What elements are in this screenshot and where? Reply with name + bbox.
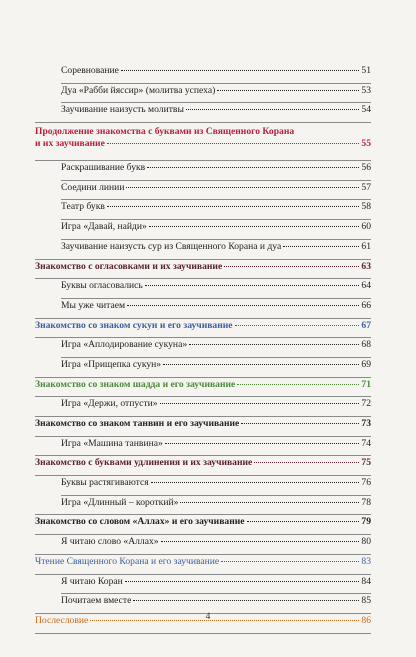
- toc-entry-page: 69: [361, 358, 371, 370]
- toc-entry-title: Игра «Машина танвина»: [61, 437, 163, 449]
- toc-entry[interactable]: [35, 594, 371, 613]
- toc-section-page: 71: [361, 378, 371, 390]
- toc-entry-page: 51: [361, 65, 371, 76]
- toc-section-page: 75: [361, 457, 371, 469]
- toc-section-page: 79: [361, 516, 371, 528]
- toc-entry-title: Мы уже читаем: [61, 299, 126, 311]
- toc-entry-title: Игра «Длинный – короткий»: [61, 496, 179, 508]
- toc-entry-title: Дуа «Рабби йяссир» (молитва успеха): [61, 84, 216, 96]
- dot-leader: [283, 246, 359, 247]
- toc-entry[interactable]: [35, 103, 371, 122]
- toc-section-entry[interactable]: [35, 319, 371, 338]
- toc-entry[interactable]: [35, 64, 371, 83]
- dot-leader: [161, 541, 360, 542]
- toc-entry-title: Игра «Держи, отпусти»: [61, 398, 158, 410]
- dot-leader: [125, 581, 360, 582]
- toc-entry[interactable]: [35, 200, 371, 219]
- toc-section-entry[interactable]: [35, 123, 371, 160]
- toc-entry-page: 66: [361, 299, 371, 311]
- toc-section-entry[interactable]: [35, 555, 371, 574]
- toc-section-entry[interactable]: [35, 260, 371, 279]
- toc-section-entry[interactable]: [35, 417, 371, 436]
- toc-section-entry[interactable]: [35, 456, 371, 475]
- toc-section-page: 73: [361, 418, 371, 429]
- dot-leader: [133, 600, 359, 601]
- dot-leader: [107, 143, 360, 144]
- toc-entry-page: 85: [361, 595, 371, 607]
- toc-entry-page: 56: [361, 162, 371, 174]
- dot-leader: [151, 482, 360, 483]
- toc-entry-title: Почитаем вместе: [61, 595, 132, 607]
- toc-entry[interactable]: [35, 161, 371, 180]
- toc-section-title: Знакомство со знаком шадда и его заучивание: [35, 378, 236, 390]
- toc-entry-page: 68: [361, 339, 371, 351]
- toc-section-title: Знакомство со словом «Аллах» и его заучивание: [35, 516, 245, 528]
- toc-section-title-line1: Продолжение знакомства с буквами из Священного Корана: [35, 126, 295, 138]
- dot-leader: [224, 266, 359, 267]
- toc-entry[interactable]: [35, 535, 371, 554]
- dot-leader: [189, 344, 359, 345]
- dot-leader: [221, 561, 359, 562]
- toc-entry[interactable]: [35, 397, 371, 416]
- toc-section-title: Знакомство со знаком сукун и его заучивание: [35, 319, 233, 331]
- toc-section-entry[interactable]: [35, 515, 371, 534]
- toc-entry[interactable]: [35, 575, 371, 594]
- dot-leader: [247, 521, 360, 522]
- toc-section-page: 86: [361, 614, 371, 626]
- toc-entry[interactable]: [35, 437, 371, 456]
- toc-section-title: Знакомство с огласовками и их заучивание: [35, 260, 223, 272]
- toc-entry-title: Игра «Аплодирование сукуна»: [61, 339, 188, 351]
- dot-leader: [217, 90, 359, 91]
- toc-entry-title: Буквы растягиваются: [61, 477, 149, 489]
- toc-entry-title: Я читаю Коран: [61, 575, 123, 587]
- dot-leader: [254, 462, 359, 463]
- toc-entry-title: Раскрашивание букв: [61, 162, 146, 174]
- toc-entry-page: 53: [361, 84, 371, 96]
- toc-entry-page: 84: [361, 575, 371, 587]
- toc-entry-page: 78: [361, 496, 371, 508]
- toc-entry-page: 64: [361, 280, 371, 292]
- toc-section-title: Послесловие: [35, 614, 89, 626]
- toc-entry-page: 54: [361, 104, 371, 116]
- toc-entry-page: 74: [361, 437, 371, 449]
- dot-leader: [107, 206, 360, 207]
- dot-leader: [145, 285, 360, 286]
- dot-leader: [186, 109, 360, 110]
- toc-entry-page: 58: [361, 201, 371, 213]
- dot-leader: [235, 325, 360, 326]
- page-number: 4: [205, 612, 211, 622]
- toc-entry-page: 72: [361, 398, 371, 410]
- toc-entry-page: 57: [361, 181, 371, 193]
- dot-leader: [126, 187, 359, 188]
- toc-entry-title: Игра «Давай, найди»: [61, 221, 147, 233]
- toc-section-page: 83: [361, 555, 371, 567]
- toc-section-entry[interactable]: [35, 378, 371, 397]
- toc-section-page: 67: [361, 319, 371, 331]
- toc-section-title: Чтение Священного Корана и его заучивание: [35, 555, 220, 567]
- toc-entry-title: Театр букв: [61, 201, 105, 213]
- toc-section-title-line2: и их заучивание: [35, 138, 105, 150]
- toc-entry[interactable]: [35, 496, 371, 515]
- toc-entry[interactable]: [35, 220, 371, 239]
- toc-section-title: Знакомство со знаком танвин и его заучивание: [35, 418, 240, 429]
- toc-entry[interactable]: [35, 358, 371, 377]
- toc-entry[interactable]: [35, 84, 371, 103]
- section-divider: [35, 633, 371, 634]
- table-of-contents: [35, 64, 371, 634]
- toc-entry-title: Заучивание наизусть молитвы: [61, 104, 184, 116]
- toc-entry-page: 80: [361, 536, 371, 548]
- toc-entry-title: Игра «Прищепка сукун»: [61, 358, 162, 370]
- toc-entry-title: Я читаю слово «Аллах»: [61, 536, 159, 548]
- dot-leader: [121, 70, 360, 71]
- dot-leader: [160, 403, 360, 404]
- toc-entry-page: 61: [361, 240, 371, 252]
- toc-section-page: 63: [361, 260, 371, 272]
- toc-entry[interactable]: [35, 299, 371, 318]
- toc-entry-title: Соедини линии: [61, 181, 125, 193]
- dot-leader: [163, 364, 359, 365]
- toc-entry-title: Соревнование: [61, 65, 119, 76]
- toc-entry-page: 76: [361, 477, 371, 489]
- toc-entry[interactable]: [35, 240, 371, 259]
- toc-entry-title: Заучивание наизусть сур из Священного Корана и дуа: [61, 240, 282, 252]
- dot-leader: [149, 226, 360, 227]
- dot-leader: [127, 305, 359, 306]
- toc-entry[interactable]: [35, 279, 371, 298]
- toc-section-title: Знакомство с буквами удлинения и их заучивание: [35, 457, 253, 469]
- toc-entry[interactable]: [35, 338, 371, 357]
- toc-entry-page: 60: [361, 221, 371, 233]
- toc-entry[interactable]: [35, 181, 371, 200]
- dot-leader: [147, 167, 359, 168]
- toc-entry[interactable]: [35, 476, 371, 495]
- dot-leader: [241, 423, 359, 424]
- dot-leader: [180, 502, 359, 503]
- dot-leader: [237, 384, 359, 385]
- dot-leader: [165, 443, 360, 444]
- toc-section-page: 55: [361, 138, 371, 150]
- toc-entry-title: Буквы огласовались: [61, 280, 143, 292]
